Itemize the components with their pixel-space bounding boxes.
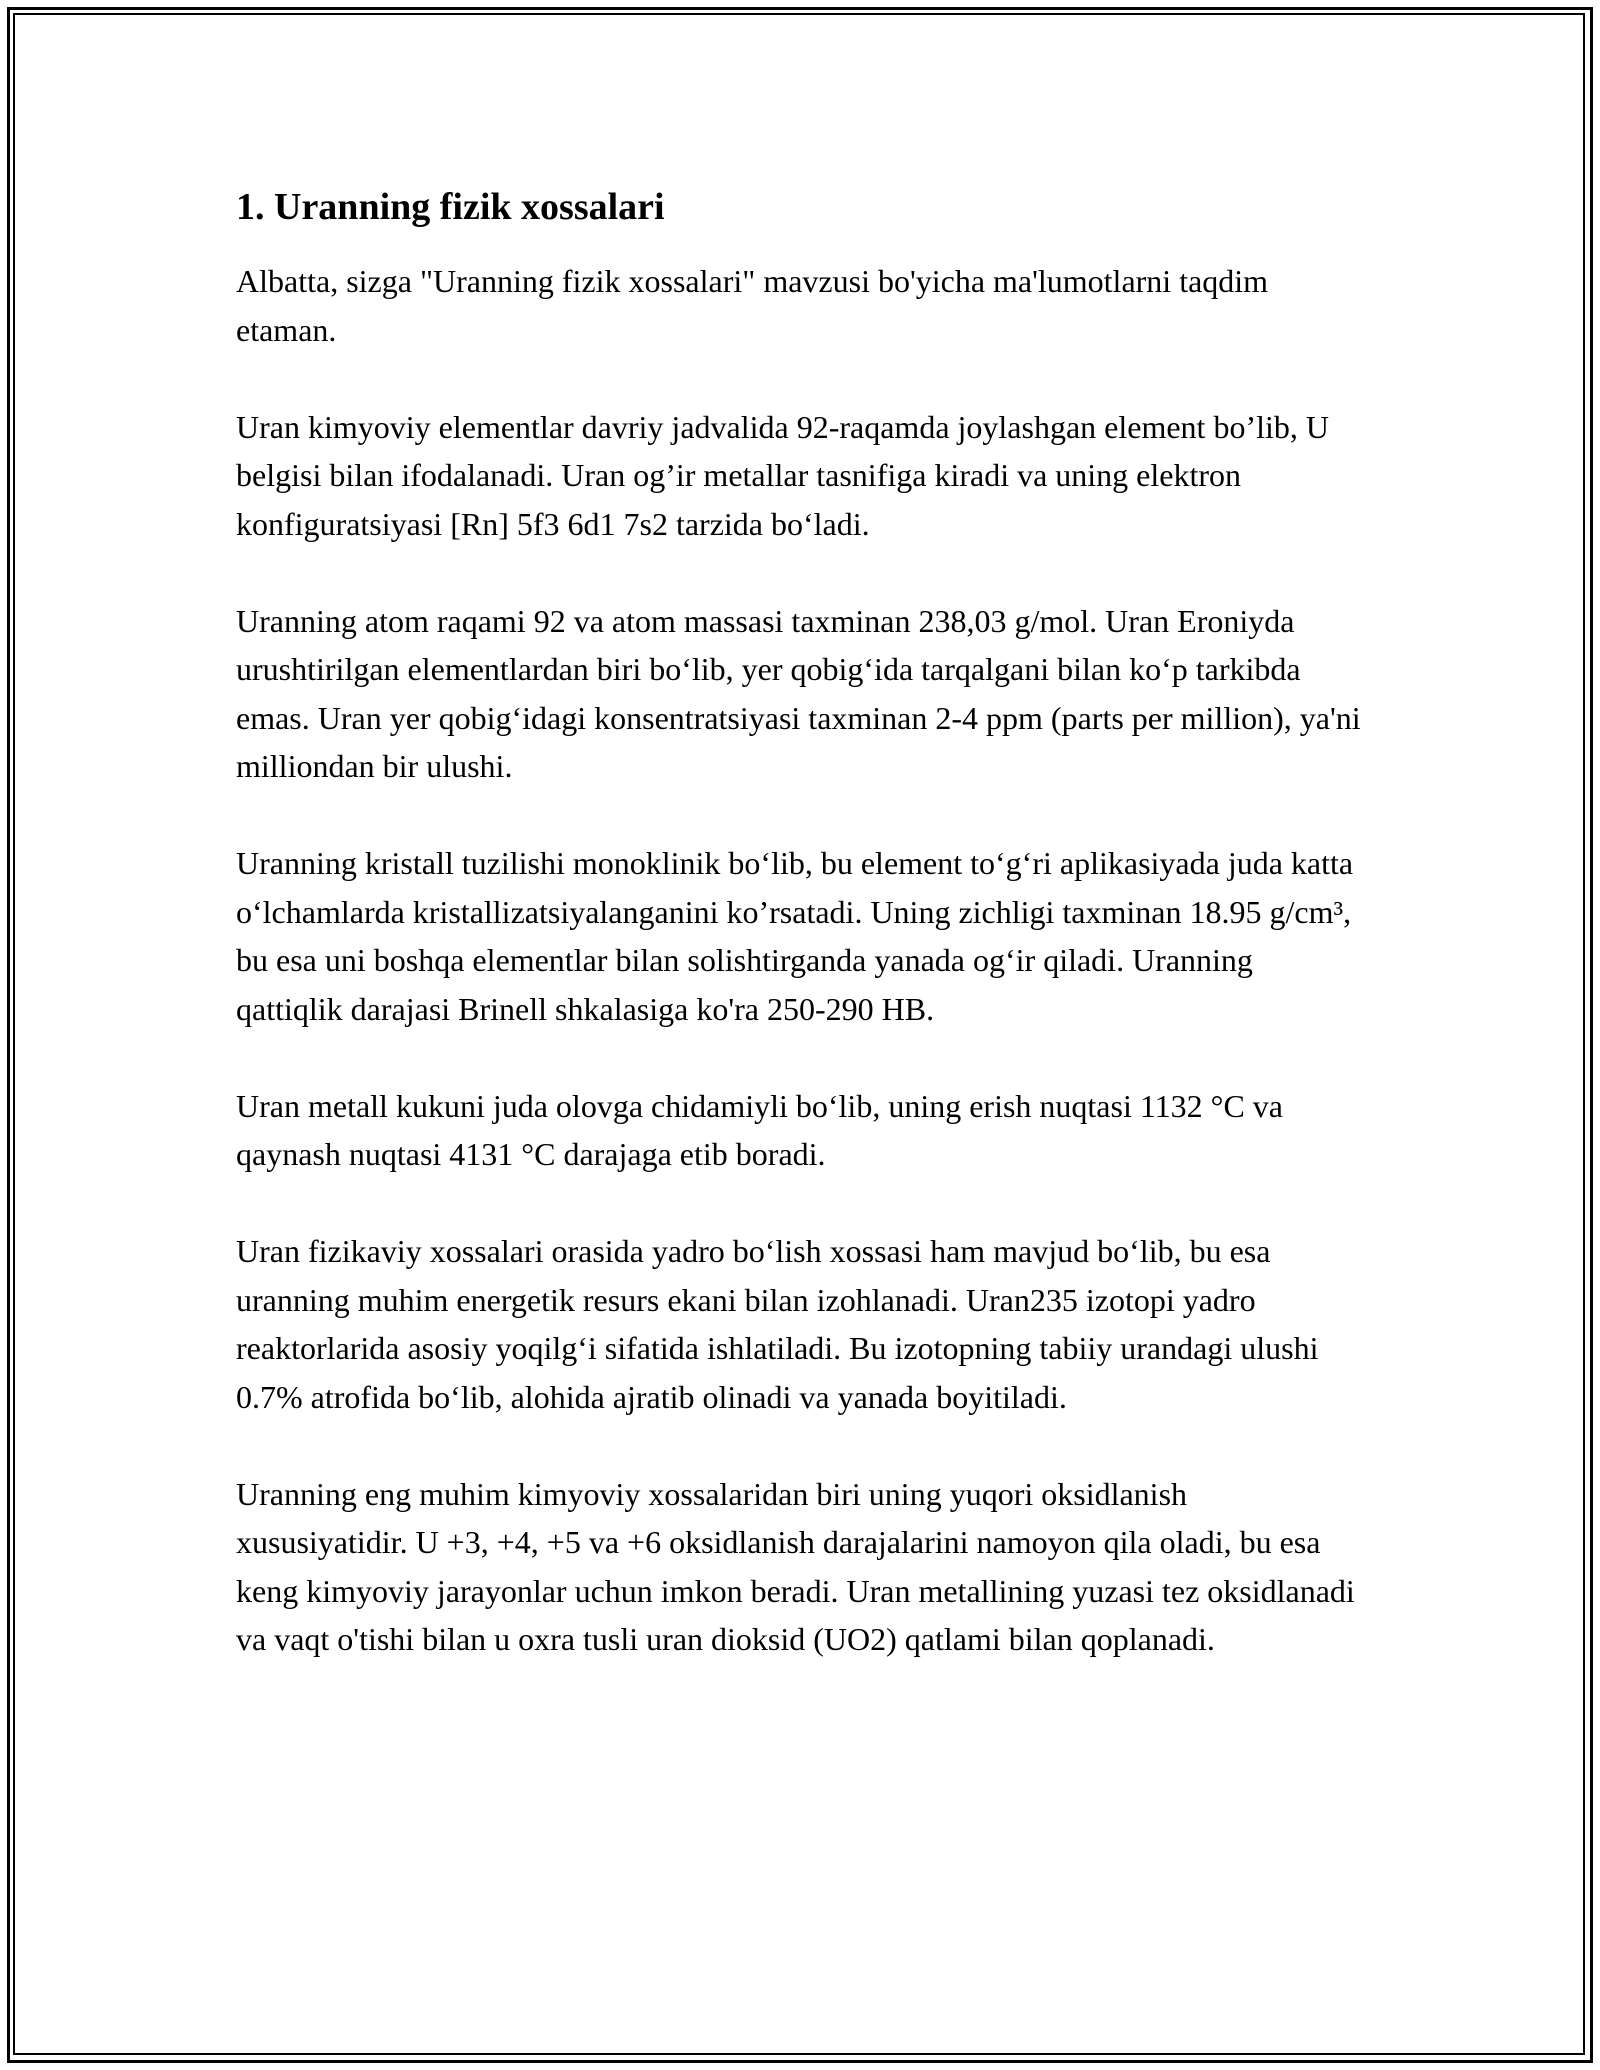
paragraph-crystal-structure: Uranning kristall tuzilishi monoklinik bo‘lib, bu element to‘g‘ri aplikasiyada juda katta o‘lchamlarda kristallizatsiyalanganini ko’rsatadi. Uning zichligi taxminan 18.95 g/cm³, bu esa uni boshqa elementlar bilan solishtirganda yanada og‘ir qiladi. Uranning qattiqlik darajasi Brinell shkalasiga ko'ra 250-290 HB.	[236, 845, 1354, 1027]
paragraph-oxidation: Uranning eng muhim kimyoviy xossalaridan biri uning yuqori oksidlanish xususiyatidir. U +3, +4, +5 va +6 oksidlanish darajalarini namoyon qila oladi, bu esa keng kimyoviy jarayonlar uchun imkon beradi. Uran metallining yuzasi tez oksidlanadi va vaqt o'tishi bilan u oxra tusli uran dioksid (UO2) qatlami bilan qoplanadi.	[236, 1475, 1355, 1657]
paragraph-melting-point: Uran metall kukuni juda olovga chidamiyli bo‘lib, uning erish nuqtasi 1132 °C va qaynash nuqtasi 4131 °C darajaga etib boradi.	[236, 1087, 1283, 1172]
section-heading: 1. Uranning fizik xossalari	[236, 186, 665, 228]
document-body	[236, 183, 1366, 1712]
paragraph-atomic-mass: Uranning atom raqami 92 va atom massasi taxminan 238,03 g/mol. Uran Eroniyda urushtirilgan elementlardan biri bo‘lib, yer qobig‘ida tarqalgani bilan ko‘p tarkibda emas. Uran yer qobig‘idagi konsentratsiyasi taxminan 2-4 ppm (parts per million), ya'ni milliondan bir ulushi.	[236, 602, 1361, 784]
paragraph-intro: Albatta, sizga "Uranning fizik xossalari" mavzusi bo'yicha ma'lumotlarni taqdim etaman.	[236, 263, 1269, 348]
paragraph-periodic-table: Uran kimyoviy elementlar davriy jadvalida 92-raqamda joylashgan element bo’lib, U belgisi bilan ifodalanadi. Uran og’ir metallar tasnifiga kiradi va uning elektron konfiguratsiyasi [Rn] 5f3 6d1 7s2 tarzida bo‘ladi.	[236, 408, 1329, 542]
paragraph-nuclear-fission: Uran fizikaviy xossalari orasida yadro bo‘lish xossasi ham mavjud bo‘lib, bu esa uranning muhim energetik resurs ekani bilan izohlanadi. Uran235 izotopi yadro reaktorlarida asosiy yoqilg‘i sifatida ishlatiladi. Bu izotopning tabiiy urandagi ulushi 0.7% atrofida bo‘lib, alohida ajratib olinadi va yanada boyitiladi.	[236, 1233, 1319, 1415]
